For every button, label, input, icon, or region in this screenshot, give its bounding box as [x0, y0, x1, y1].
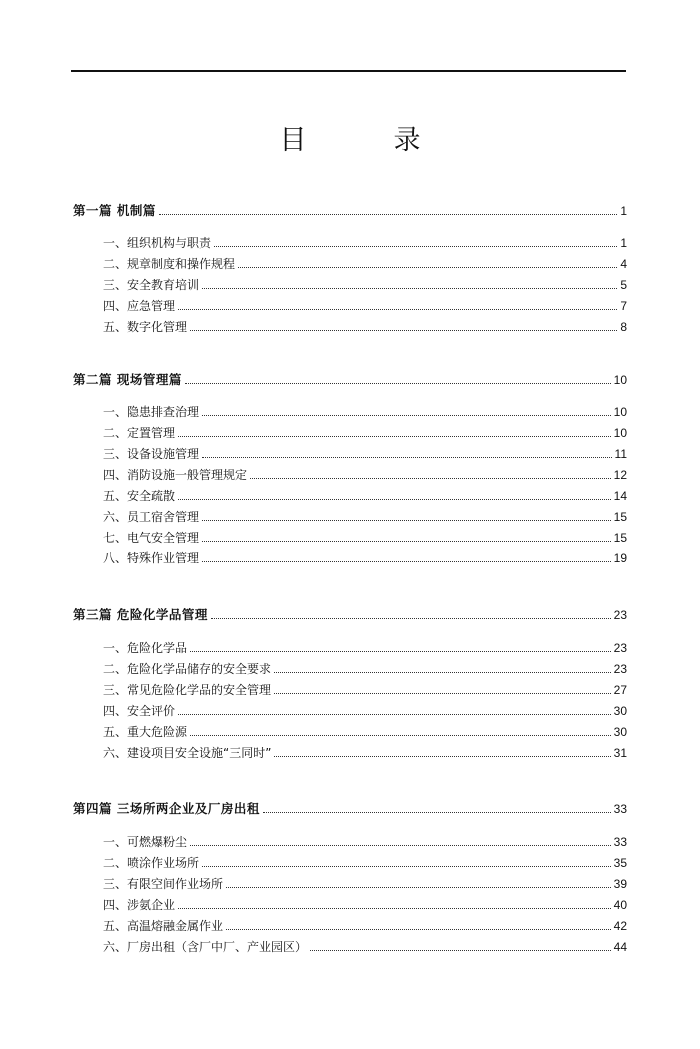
toc-entry[interactable]: [103, 640, 627, 656]
toc-entry-label: 六、员工宿舍管理: [103, 510, 200, 524]
toc-entry[interactable]: [103, 425, 627, 441]
toc-page-number: 30: [613, 725, 627, 739]
toc-page-number: 27: [613, 683, 627, 697]
dot-leader: [190, 845, 611, 846]
toc-page-number: 33: [613, 802, 627, 816]
dot-leader: [178, 714, 611, 715]
toc-entry-label: 四、应急管理: [103, 299, 176, 313]
toc-entry-label: 二、规章制度和操作规程: [103, 257, 236, 271]
toc-entry-label: 四、消防设施一般管理规定: [103, 468, 248, 482]
dot-leader: [190, 735, 611, 736]
toc-part-label: 第三篇 危险化学品管理: [73, 607, 208, 622]
toc-entry-label: 二、危险化学品储存的安全要求: [103, 662, 272, 676]
dot-leader: [185, 383, 611, 384]
dot-leader: [238, 267, 617, 268]
toc-entry[interactable]: [103, 939, 627, 955]
toc-page-number: 14: [613, 489, 627, 503]
toc-entry-label: 一、危险化学品: [103, 641, 188, 655]
toc-page-number: 44: [613, 940, 627, 954]
toc-page-number: 40: [613, 898, 627, 912]
dot-leader: [159, 214, 617, 215]
dot-leader: [190, 651, 611, 652]
dot-leader: [202, 561, 611, 562]
dot-leader: [226, 929, 611, 930]
toc-page-number: 31: [613, 746, 627, 760]
toc-page-number: 7: [620, 299, 627, 313]
toc-entry-label: 一、组织机构与职责: [103, 236, 212, 250]
toc-part-label: 第一篇 机制篇: [73, 203, 156, 218]
toc-entry[interactable]: [103, 745, 627, 761]
toc-entry-label: 四、涉氨企业: [103, 898, 176, 912]
dot-leader: [274, 693, 611, 694]
dot-leader: [202, 457, 612, 458]
toc-entry[interactable]: [103, 509, 627, 525]
toc-entry-label: 一、隐患排查治理: [103, 405, 200, 419]
toc-entry-label: 六、建设项目安全设施“三同时”: [103, 746, 272, 760]
toc-page-number: 10: [613, 373, 627, 387]
toc-part-2[interactable]: [73, 372, 627, 388]
toc-page-number: 1: [620, 204, 627, 218]
toc-entry-label: 三、有限空间作业场所: [103, 877, 224, 891]
toc-part-label: 第二篇 现场管理篇: [73, 372, 182, 387]
toc-entry[interactable]: [103, 404, 627, 420]
dot-leader: [214, 246, 617, 247]
dot-leader: [310, 950, 611, 951]
toc-entry[interactable]: [103, 834, 627, 850]
toc-page-number: 23: [613, 608, 627, 622]
toc-entry[interactable]: [103, 298, 627, 314]
dot-leader: [202, 866, 611, 867]
toc-entry-label: 五、高温熔融金属作业: [103, 919, 224, 933]
toc-entry[interactable]: [103, 488, 627, 504]
dot-leader: [178, 436, 611, 437]
toc-page-number: 12: [613, 468, 627, 482]
toc-entry-label: 五、重大危险源: [103, 725, 188, 739]
toc-page-number: 5: [620, 278, 627, 292]
toc-entry[interactable]: [103, 277, 627, 293]
dot-leader: [202, 415, 611, 416]
toc-page-number: 15: [613, 531, 627, 545]
toc-page-number: 35: [613, 856, 627, 870]
toc-part-3[interactable]: [73, 607, 627, 623]
dot-leader: [178, 499, 611, 500]
toc-page-number: 4: [620, 257, 627, 271]
dot-leader: [202, 288, 617, 289]
dot-leader: [250, 478, 611, 479]
dot-leader: [274, 756, 610, 757]
toc-part-label: 第四篇 三场所两企业及厂房出租: [73, 801, 260, 816]
toc-part-4[interactable]: [73, 801, 627, 817]
toc-page-number: 23: [613, 662, 627, 676]
toc-page-number: 8: [620, 320, 627, 334]
toc-entry[interactable]: [103, 876, 627, 892]
toc-entry[interactable]: [103, 897, 627, 913]
toc-page-number: 11: [614, 447, 627, 461]
toc-entry[interactable]: [103, 550, 627, 566]
toc-entry[interactable]: [103, 319, 627, 335]
dot-leader: [178, 309, 617, 310]
toc-entry[interactable]: [103, 446, 627, 462]
toc-page-number: 10: [613, 405, 627, 419]
toc-page-number: 30: [613, 704, 627, 718]
toc-entry[interactable]: [103, 256, 627, 272]
toc-entry[interactable]: [103, 467, 627, 483]
toc-entry-label: 七、电气安全管理: [103, 531, 200, 545]
toc-entry-label: 五、数字化管理: [103, 320, 188, 334]
toc-entry[interactable]: [103, 918, 627, 934]
toc-entry-label: 二、定置管理: [103, 426, 176, 440]
dot-leader: [190, 330, 617, 331]
toc-page-number: 33: [613, 835, 627, 849]
toc-page-number: 42: [613, 919, 627, 933]
toc-entry-label: 六、厂房出租（含厂中厂、产业园区）: [103, 940, 308, 954]
dot-leader: [202, 541, 611, 542]
toc-entry-label: 三、安全教育培训: [103, 278, 200, 292]
toc-entry-label: 一、可燃爆粉尘: [103, 835, 188, 849]
toc-entry[interactable]: [103, 703, 627, 719]
toc-page-number: 19: [613, 551, 627, 565]
toc-entry-label: 四、安全评价: [103, 704, 176, 718]
toc-part-1[interactable]: [73, 203, 627, 219]
toc-entry[interactable]: [103, 530, 627, 546]
toc-entry[interactable]: [103, 855, 627, 871]
toc-entry[interactable]: [103, 682, 627, 698]
toc-entry[interactable]: [103, 724, 627, 740]
dot-leader: [274, 672, 611, 673]
toc-page-number: 1: [620, 236, 627, 250]
toc-entry[interactable]: [103, 661, 627, 677]
dot-leader: [226, 887, 611, 888]
dot-leader: [178, 908, 611, 909]
toc-title: 目 录: [279, 125, 451, 156]
toc-page-number: 10: [613, 426, 627, 440]
toc-page-number: 15: [613, 510, 627, 524]
toc-entry-label: 五、安全疏散: [103, 489, 176, 503]
dot-leader: [211, 618, 611, 619]
toc-entry-label: 二、喷涂作业场所: [103, 856, 200, 870]
toc-page-number: 39: [613, 877, 627, 891]
toc-entry[interactable]: [103, 235, 627, 251]
toc-entry-label: 八、特殊作业管理: [103, 551, 200, 565]
toc-entry-label: 三、设备设施管理: [103, 447, 200, 461]
toc-entry-label: 三、常见危险化学品的安全管理: [103, 683, 272, 697]
dot-leader: [263, 812, 611, 813]
toc-page-number: 23: [613, 641, 627, 655]
dot-leader: [202, 520, 611, 521]
